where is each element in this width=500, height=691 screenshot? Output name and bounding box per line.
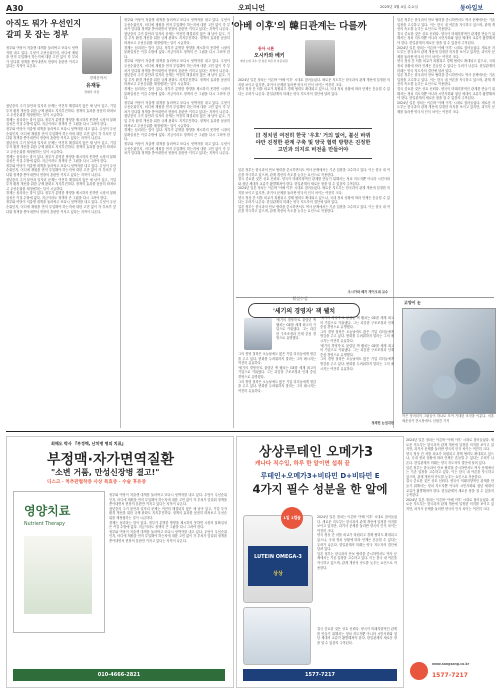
left-paragraph: 정부와 여당이 저출생 대책을 둘러싸고 또다시 엇박자를 내고 있다. 무엇이 우선순위인지, 어디에 재원을 먼저 투입해야 하는지에 대한 고민 없이 각 부처가 앞다퉈 정책을 쏟아내면서 현장의 혼란만 커지고 있다는 지적이 나온다.: [6, 46, 78, 69]
box-paragraph: '세기의 경영자'로 불렸던 잭 웰치는 GE를 세계 최고의 기업으로 키워냈다. 그는 과감한 구조조정과 인재 중심 경영으로 유명했다.: [320, 316, 394, 330]
ad-right-phone[interactable]: 1577-7217: [243, 669, 397, 681]
paper-logo: 동아일보: [460, 5, 484, 12]
ad-left-phone[interactable]: 010-4666-2821: [13, 669, 225, 681]
ad-paragraph: 2024년 일본 정치는 이른바 '아베 이후' 시대로 접어들었다. 새로운 지도부는 한국과의 관계 개선에 일정한 의지를 보이고 있지만, 과거사 문제를 둘러싼 양국의 인식 차이는 여전히 크다.: [406, 497, 494, 511]
book-title: 영양치료: [24, 504, 71, 518]
left-paragraph: 경제는 심리라는 말이 있다. 정부가 분명한 방향을 제시하지 못하면 시장의 불확실성은 커질 수밖에 없다. 지금이라도 정책의 큰 그림을 다시 그려야 한다.: [6, 117, 116, 127]
left-paragraph: 청년층의 주거 불안과 일자리 문제는 여전히 해결되지 않은 채 남아 있고, 기업 투자 환경 개선을 위한 규제 완화도 지지부진하다. 정책의 효과를 꼼꼼히 따져보고 우선순위를 재정립하는 일이 시급하다.: [6, 177, 116, 191]
left-paragraph: 정부와 여당이 저출생 대책을 둘러싸고 또다시 엇박자를 내고 있다. 무엇이 우선순위인지, 어디에 재원을 먼저 투입해야 하는지에 대한 고민 없이 각 부처가 앞다퉈 정책을 쏟아내면서 현장의 혼란만 커지고 있다는 지적이 나온다.: [6, 126, 116, 141]
left-paragraph: 정부와 여당이 저출생 대책을 둘러싸고 또다시 엇박자를 내고 있다. 무엇이 우선순위인지, 어디에 재원을 먼저 투입해야 하는지에 대한 고민 없이 각 부처가 앞다퉈 정책을 쏟아내면서 현장의 혼란만 커지고 있다는 지적이 나온다.: [6, 200, 116, 214]
ad-right[interactable]: [236, 436, 404, 688]
ad-left[interactable]: [6, 436, 234, 688]
photo-caption-text: 작은 덩어리의 그림들이 하나로 모여 거대한 조각을 이룬다. 서울 세운상가 전시장에서.: [402, 414, 494, 423]
ads-rule: [6, 431, 494, 432]
left-article-intro: [6, 46, 78, 102]
box-signature: 정채현 논설위원: [371, 421, 394, 425]
feature-photo: [402, 308, 496, 414]
center-paragraph: 결국 중요한 것은 상호 신뢰다. 양국이 미래지향적인 관계를 만들기 위해서는 정치 지도자뿐 아니라 시민사회와 청년 세대의 교류가 활발해져야 한다. 한일관계의 새로운 장을 열 수 있을지 주목된다.: [397, 86, 495, 101]
left-paragraph: 청년층의 주거 불안과 일자리 문제는 여전히 해결되지 않은 채 남아 있고, 기업 투자 환경 개선을 위한 규제 완화도 지지부진하다. 정책의 효과를 꼼꼼히 따져보고 우선순위를 재정립하는 일이 시급하다.: [6, 140, 116, 154]
box-body-cont: [320, 316, 394, 420]
header-rule: [6, 13, 494, 14]
ad-paragraph: 청년층의 주거 불안과 일자리 문제는 여전히 해결되지 않은 채 남아 있고, 기업 투자 환경 개선을 위한 규제 완화도 지지부진하다. 정책의 효과를 꼼꼼히 따져보고 우선순위를 재정립하는 일이 시급하다.: [109, 506, 227, 520]
box-paragraph: 그의 경영 철학은 오늘날에도 많은 기업 리더들에게 영감을 주고 있다. 변화를 두려워하지 말라는 그의 메시지는 여전히 유효하다.: [238, 379, 316, 393]
author-title: 경제부 차장: [84, 90, 100, 94]
ad-right-body-2: [317, 627, 397, 663]
ad-paragraph: 정부와 여당이 저출생 대책을 둘러싸고 또다시 엇박자를 내고 있다. 무엇이 우선순위인지, 어디에 재원을 먼저 투입해야 하는지에 대한 고민 없이 각 부처가 앞다퉈 정책을 쏟아내면서 현장의 혼란만 커지고 있다는 지적이 나온다.: [109, 493, 227, 507]
left-paragraph: 정부와 여당이 저출생 대책을 둘러싸고 또다시 엇박자를 내고 있다. 무엇이 우선순위인지, 어디에 재원을 먼저 투입해야 하는지에 대한 고민 없이 각 부처가 앞다퉈 정책을 쏟아내면서 현장의 혼란만 커지고 있다는 지적이 나온다.: [6, 163, 116, 177]
ad-left-kicker: 최해도 박사 『부정맥, 난치병 명의 치료』: [51, 441, 126, 446]
left-paragraph: 경제는 심리라는 말이 있다. 정부가 분명한 방향을 제시하지 못하면 시장의 불확실성은 커질 수밖에 없다. 지금이라도 정책의 큰 그림을 다시 그려야 한다.: [124, 45, 230, 59]
book-cover: [13, 491, 105, 633]
column-divider: [120, 16, 121, 428]
center-kicker: 동아 시론: [258, 46, 274, 51]
photo-credit: 신원건 기자: [432, 418, 450, 423]
column-divider: [233, 16, 234, 428]
photo-title: 고양이 눈: [404, 300, 421, 305]
product-box: [243, 607, 311, 665]
center-paragraph: 2024년 일본 정치는 이른바 '아베 이후' 시대로 접어들었다. 새로운 지도부는 한국과의 관계 개선에 일정한 의지를 보이고 있지만, 과거사 문제를 둘러싼 양국의 인식 차이는 여전히 크다.: [397, 45, 495, 59]
box-paragraph: 그의 경영 철학은 오늘날에도 많은 기업 리더들에게 영감을 주고 있다. 변화를 두려워하지 말라는 그의 메시지는 여전히 유효하다.: [238, 352, 316, 366]
left-paragraph: 정부와 여당이 저출생 대책을 둘러싸고 또다시 엇박자를 내고 있다. 무엇이 우선순위인지, 어디에 재원을 먼저 투입해야 하는지에 대한 고민 없이 각 부처가 앞다퉈 정책을 쏟아내면서 현장의 혼란만 커지고 있다는 지적이 나온다.: [124, 142, 230, 156]
product-bottle: [243, 515, 313, 603]
box-paragraph: '세기의 경영자'로 불렸던 잭 웰치는 GE를 세계 최고의 기업으로 키워냈다. 그는 과감한 구조조정과 인재 중심 경영으로 유명했다.: [320, 343, 394, 357]
ad-paragraph: 양국 정상 간 셔틀 외교가 복원되고 경제 협력도 확대되고 있으나, 국내 정치 상황에 따라 언제든 흔들릴 수 있다는 우려가 나온다. 한일관계의 미래는 양국 지도자의 결단에 달려 있다.: [406, 451, 494, 465]
book-art: [24, 536, 92, 614]
ad-left-body: [109, 493, 227, 653]
center-paragraph: 2024년 일본 정치는 이른바 '아베 이후' 시대로 접어들었다. 새로운 지도부는 한국과의 관계 개선에 일정한 의지를 보이고 있지만, 과거사 문제를 둘러싼 양국의 인식 차이는 여전히 크다.: [238, 78, 390, 87]
ad-paragraph: 정부와 여당이 저출생 대책을 둘러싸고 또다시 엇박자를 내고 있다. 무엇이 우선순위인지, 어디에 재원을 먼저 투입해야 하는지에 대한 고민 없이 각 부처가 앞다퉈 정책을 쏟아내면서 현장의 혼란만 커지고 있다는 지적이 나온다.: [109, 529, 227, 543]
pull-quote: 日 정치권 여전히 한국 '우호' 거의 없어, 불신 바꿔야만 진정한 관계 구축 및 양국 협력 방향은 진정한 고민과 의지로 비전을 만들어야: [254, 128, 372, 159]
left-paragraph: 경제는 심리라는 말이 있다. 정부가 분명한 방향을 제시하지 못하면 시장의 불확실성은 커질 수밖에 없다. 지금이라도 정책의 큰 그림을 다시 그려야 한다.: [124, 86, 230, 101]
center-article-body: [238, 78, 390, 126]
center-author-name: 오시카와 베키: [254, 53, 285, 59]
ad-side-url[interactable]: www.sangsang.co.kr: [432, 662, 470, 666]
ad-side-logo-icon: [410, 662, 428, 680]
right-article-body: [397, 18, 495, 296]
ad-side-body: [406, 438, 494, 644]
section-title: 오피니언: [238, 4, 266, 12]
box-paragraph: '세기의 경영자'로 불렸던 잭 웰치는 GE를 세계 최고의 기업으로 키워냈다. 그는 과감한 구조조정과 인재 중심 경영으로 유명했다.: [238, 365, 316, 379]
dosage-badge: 1일 1캡슐: [281, 507, 303, 529]
center-author-title: 게이오대 교수·전 일본 외무성 자문위원: [240, 59, 288, 63]
left-paragraph: 경제는 심리라는 말이 있다. 정부가 분명한 방향을 제시하지 못하면 시장의 불확실성은 커질 수밖에 없다. 지금이라도 정책의 큰 그림을 다시 그려야 한다.: [6, 191, 116, 200]
box-photo: [244, 318, 272, 350]
author-photo: [82, 38, 112, 74]
ad-left-tagline: 디스크 · 척추관협착증 사상 특효증 · 수술 후유증: [47, 480, 147, 485]
author-name: 유재동: [86, 83, 101, 89]
box-paragraph: '세기의 경영자'로 불렸던 잭 웰치는 GE를 세계 최고의 기업으로 키워냈다. 그는 과감한 구조조정과 인재 중심 경영으로 유명했다.: [276, 318, 316, 341]
section-rule: [236, 297, 494, 298]
ad-paragraph: 양국 정상 간 셔틀 외교가 복원되고 경제 협력도 확대되고 있으나, 국내 정치 상황에 따라 언제든 흔들릴 수 있다는 우려가 나온다. 한일관계의 미래는 양국 지도자의 결단에 달려 있다.: [317, 533, 397, 552]
ad-side: [404, 436, 496, 686]
center-paragraph: 양국 정상 간 셔틀 외교가 복원되고 경제 협력도 확대되고 있으나, 국내 정치 상황에 따라 언제든 흔들릴 수 있다는 우려가 나온다. 한일관계의 미래는 양국 지도자의 결단에 달려 있다.: [397, 59, 495, 73]
box-paragraph: 그의 경영 철학은 오늘날에도 많은 기업 리더들에게 영감을 주고 있다. 변화를 두려워하지 말라는 그의 메시지는 여전히 유효하다.: [320, 357, 394, 371]
left-paragraph: 정부와 여당이 저출생 대책을 둘러싸고 또다시 엇박자를 내고 있다. 무엇이 우선순위인지, 어디에 재원을 먼저 투입해야 하는지에 대한 고민 없이 각 부처가 앞다퉈 정책을 쏟아내면서 현장의 혼란만 커지고 있다는 지적이 나온다.: [124, 100, 230, 114]
center-paragraph: 양국 정상 간 셔틀 외교가 복원되고 경제 협력도 확대되고 있으나, 국내 정치 상황에 따라 언제든 흔들릴 수 있다는 우려가 나온다. 한일관계의 미래는 양국 지도자의 결단에 달려 있다.: [238, 87, 390, 96]
center-paragraph: 일본 정부는 한국과의 안보 협력을 중시하면서도 역사 문제에서는 기존 입장을 고수하고 있다. 이는 한국 내 여론을 자극하고 있으며, 관계 개선의 속도를 늦추는 요인으로 작용한다.: [397, 73, 495, 87]
center-paragraph: 일본 정부는 한국과의 안보 협력을 중시하면서도 역사 문제에서는 기존 입장을 고수하고 있다. 이는 한국 내 여론을 자극하고 있으며, 관계 개선의 속도를 늦추는 요인으로 작용한다.: [397, 18, 495, 32]
left-paragraph: 정부와 여당이 저출생 대책을 둘러싸고 또다시 엇박자를 내고 있다. 무엇이 우선순위인지, 어디에 재원을 먼저 투입해야 하는지에 대한 고민 없이 각 부처가 앞다퉈 정책을 쏟아내면서 현장의 혼란만 커지고 있다는 지적이 나온다.: [124, 59, 230, 73]
left-paragraph: 청년층의 주거 불안과 일자리 문제는 여전히 해결되지 않은 채 남아 있고, 기업 투자 환경 개선을 위한 규제 완화도 지지부진하다. 정책의 효과를 꼼꼼히 따져보고 우선순위를 재정립하는 일이 시급하다.: [124, 114, 230, 128]
left-paragraph: 경제는 심리라는 말이 있다. 정부가 분명한 방향을 제시하지 못하면 시장의 불확실성은 커질 수밖에 없다. 지금이라도 정책의 큰 그림을 다시 그려야 한다.: [124, 128, 230, 142]
center-article-title: '아베 이후'의 韓日관계는 다를까: [231, 21, 367, 32]
left-article-title: 아직도 뭐가 우선인지 갈피 못 잡는 정부: [6, 19, 82, 39]
ad-paragraph: 일본 정부는 한국과의 안보 협력을 중시하면서도 역사 문제에서는 기존 입장을 고수하고 있다. 이는 한국 내 여론을 자극하고 있으며, 관계 개선의 속도를 늦추는 요인으로 작용한다.: [317, 551, 397, 570]
ad-right-subhead: 캐나다 직수입, 하루 한 알이면 섭취 끝: [255, 461, 350, 467]
center-paragraph: 2024년 일본 정치는 이른바 '아베 이후' 시대로 접어들었다. 새로운 지도부는 한국과의 관계 개선에 일정한 의지를 보이고 있지만, 과거사 문제를 둘러싼 양국의 인식 차이는 여전히 크다.: [238, 186, 390, 195]
ad-paragraph: 경제는 심리라는 말이 있다. 정부가 분명한 방향을 제시하지 못하면 시장의 불확실성은 커질 수밖에 없다. 지금이라도 정책의 큰 그림을 다시 그려야 한다.: [109, 520, 227, 530]
page-number: A30: [6, 4, 24, 13]
center-paragraph: 양국 정상 간 셔틀 외교가 복원되고 경제 협력도 확대되고 있으나, 국내 정치 상황에 따라 언제든 흔들릴 수 있다는 우려가 나온다. 한일관계의 미래는 양국 지도자의 결단에 달려 있다.: [238, 195, 390, 205]
center-paragraph: 일본 정부는 한국과의 안보 협력을 중시하면서도 역사 문제에서는 기존 입장을 고수하고 있다. 이는 한국 내 여론을 자극하고 있으며, 관계 개선의 속도를 늦추는 요인으로 작용한다.: [238, 168, 390, 177]
ad-paragraph: 2024년 일본 정치는 이른바 '아베 이후' 시대로 접어들었다. 새로운 지도부는 한국과의 관계 개선에 일정한 의지를 보이고 있지만, 과거사 문제를 둘러싼 양국의 인식 차이는 여전히 크다.: [317, 515, 397, 533]
center-author-photo: [305, 40, 335, 76]
ad-paragraph: 2024년 일본 정치는 이른바 '아베 이후' 시대로 접어들었다. 새로운 지도부는 한국과의 관계 개선에 일정한 의지를 보이고 있지만, 과거사 문제를 둘러싼 양국의 인식 차이는 여전히 크다.: [406, 438, 494, 452]
center-paragraph: 2024년 일본 정치는 이른바 '아베 이후' 시대로 접어들었다. 새로운 지도부는 한국과의 관계 개선에 일정한 의지를 보이고 있지만, 과거사 문제를 둘러싼 양국의 인식 차이는 여전히 크다.: [397, 100, 495, 114]
ad-left-subhead: "소변 거품, 만성신장병 결고!": [51, 468, 160, 477]
center-article-body-cont: [238, 168, 390, 296]
box-body-side: [276, 318, 316, 350]
ad-right-headline2: 4가지 필수 성분을 한 알에: [252, 482, 388, 496]
left-paragraph: 경제는 심리라는 말이 있다. 정부가 분명한 방향을 제시하지 못하면 시장의 불확실성은 커질 수밖에 없다. 지금이라도 정책의 큰 그림을 다시 그려야 한다.: [6, 154, 116, 164]
ad-right-body: [317, 515, 397, 625]
center-paragraph: 일본 정부는 한국과의 안보 협력을 중시하면서도 역사 문제에서는 기존 입장을 고수하고 있다. 이는 한국 내 여론을 자극하고 있으며, 관계 개선의 속도를 늦추는 요인으로 작용한다.: [238, 204, 390, 214]
bottle-brand: 상상: [273, 571, 283, 577]
ad-left-headline: 부정맥·자가면역질환: [47, 452, 175, 468]
bottle-label: [248, 546, 308, 586]
author-kicker: 경제문학서: [89, 76, 107, 80]
left-paragraph: 청년층의 주거 불안과 일자리 문제는 여전히 해결되지 않은 채 남아 있고, 기업 투자 환경 개선을 위한 규제 완화도 지지부진하다. 정책의 효과를 꼼꼼히 따져보고 우선순위를 재정립하는 일이 시급하다.: [124, 31, 230, 45]
left-paragraph: 정부와 여당이 저출생 대책을 둘러싸고 또다시 엇박자를 내고 있다. 무엇이 우선순위인지, 어디에 재원을 먼저 투입해야 하는지에 대한 고민 없이 각 부처가 앞다퉈 정책을 쏟아내면서 현장의 혼란만 커지고 있다는 지적이 나온다.: [124, 18, 230, 32]
box-paragraph: 그의 경영 철학은 오늘날에도 많은 기업 리더들에게 영감을 주고 있다. 변화를 두려워하지 말라는 그의 메시지는 여전히 유효하다.: [320, 329, 394, 343]
ad-paragraph: 일본 정부는 한국과의 안보 협력을 중시하면서도 역사 문제에서는 기존 입장을 고수하고 있다. 이는 한국 내 여론을 자극하고 있으며, 관계 개선의 속도를 늦추는 요인으로 작용한다.: [406, 465, 494, 479]
left-paragraph: 청년층의 주거 불안과 일자리 문제는 여전히 해결되지 않은 채 남아 있고, 기업 투자 환경 개선을 위한 규제 완화도 지지부진하다. 정책의 효과를 꼼꼼히 따져보고 우선순위를 재정립하는 일이 시급하다.: [124, 73, 230, 87]
center-signature: 오시카와 베키 게이오대 교수: [347, 290, 388, 294]
left-article-body: [6, 104, 116, 424]
box-title: '세기의 경영자' 잭 웰치: [248, 303, 360, 318]
issue-date: 2025년 3월 4일 수요일: [380, 5, 418, 9]
left-paragraph: 청년층의 주거 불안과 일자리 문제는 여전히 해결되지 않은 채 남아 있고, 기업 투자 환경 개선을 위한 규제 완화도 지지부진하다. 정책의 효과를 꼼꼼히 따져보고 우선순위를 재정립하는 일이 시급하다.: [6, 104, 116, 118]
box-kicker: 횡설수설: [292, 296, 308, 301]
left-article-body-cont: [124, 18, 230, 428]
ad-right-headline: 상상루테인 오메가3: [259, 445, 374, 460]
book-subtitle: Nutrient Therapy: [24, 522, 65, 527]
ad-paragraph: 결국 중요한 것은 상호 신뢰다. 양국이 미래지향적인 관계를 만들기 위해서는 정치 지도자뿐 아니라 시민사회와 청년 세대의 교류가 활발해져야 한다. 한일관계의 새로운 장을 열 수 있을지 주목된다.: [406, 479, 494, 498]
ad-side-phone[interactable]: 1577-7217: [432, 672, 468, 679]
ad-paragraph: 결국 중요한 것은 상호 신뢰다. 양국이 미래지향적인 관계를 만들기 위해서는 정치 지도자뿐 아니라 시민사회와 청년 세대의 교류가 활발해져야 한다. 한일관계의 새로운 장을 열 수 있을지 주목된다.: [317, 627, 397, 645]
ad-right-tagline: 루테인+오메가3+비타민 D+비타민 E: [260, 472, 380, 480]
box-body: [238, 352, 316, 428]
photo-caption: [402, 414, 494, 428]
center-paragraph: 결국 중요한 것은 상호 신뢰다. 양국이 미래지향적인 관계를 만들기 위해서는 정치 지도자뿐 아니라 시민사회와 청년 세대의 교류가 활발해져야 한다. 한일관계의 새로운 장을 열 수 있을지 주목된다.: [397, 31, 495, 45]
bottle-label-text: LUTEIN OMEGA-3: [254, 554, 302, 560]
center-paragraph: 결국 중요한 것은 상호 신뢰다. 양국이 미래지향적인 관계를 만들기 위해서는 정치 지도자뿐 아니라 시민사회와 청년 세대의 교류가 활발해져야 한다. 한일관계의 새로운 장을 열 수 있을지 주목된다.: [238, 177, 390, 186]
